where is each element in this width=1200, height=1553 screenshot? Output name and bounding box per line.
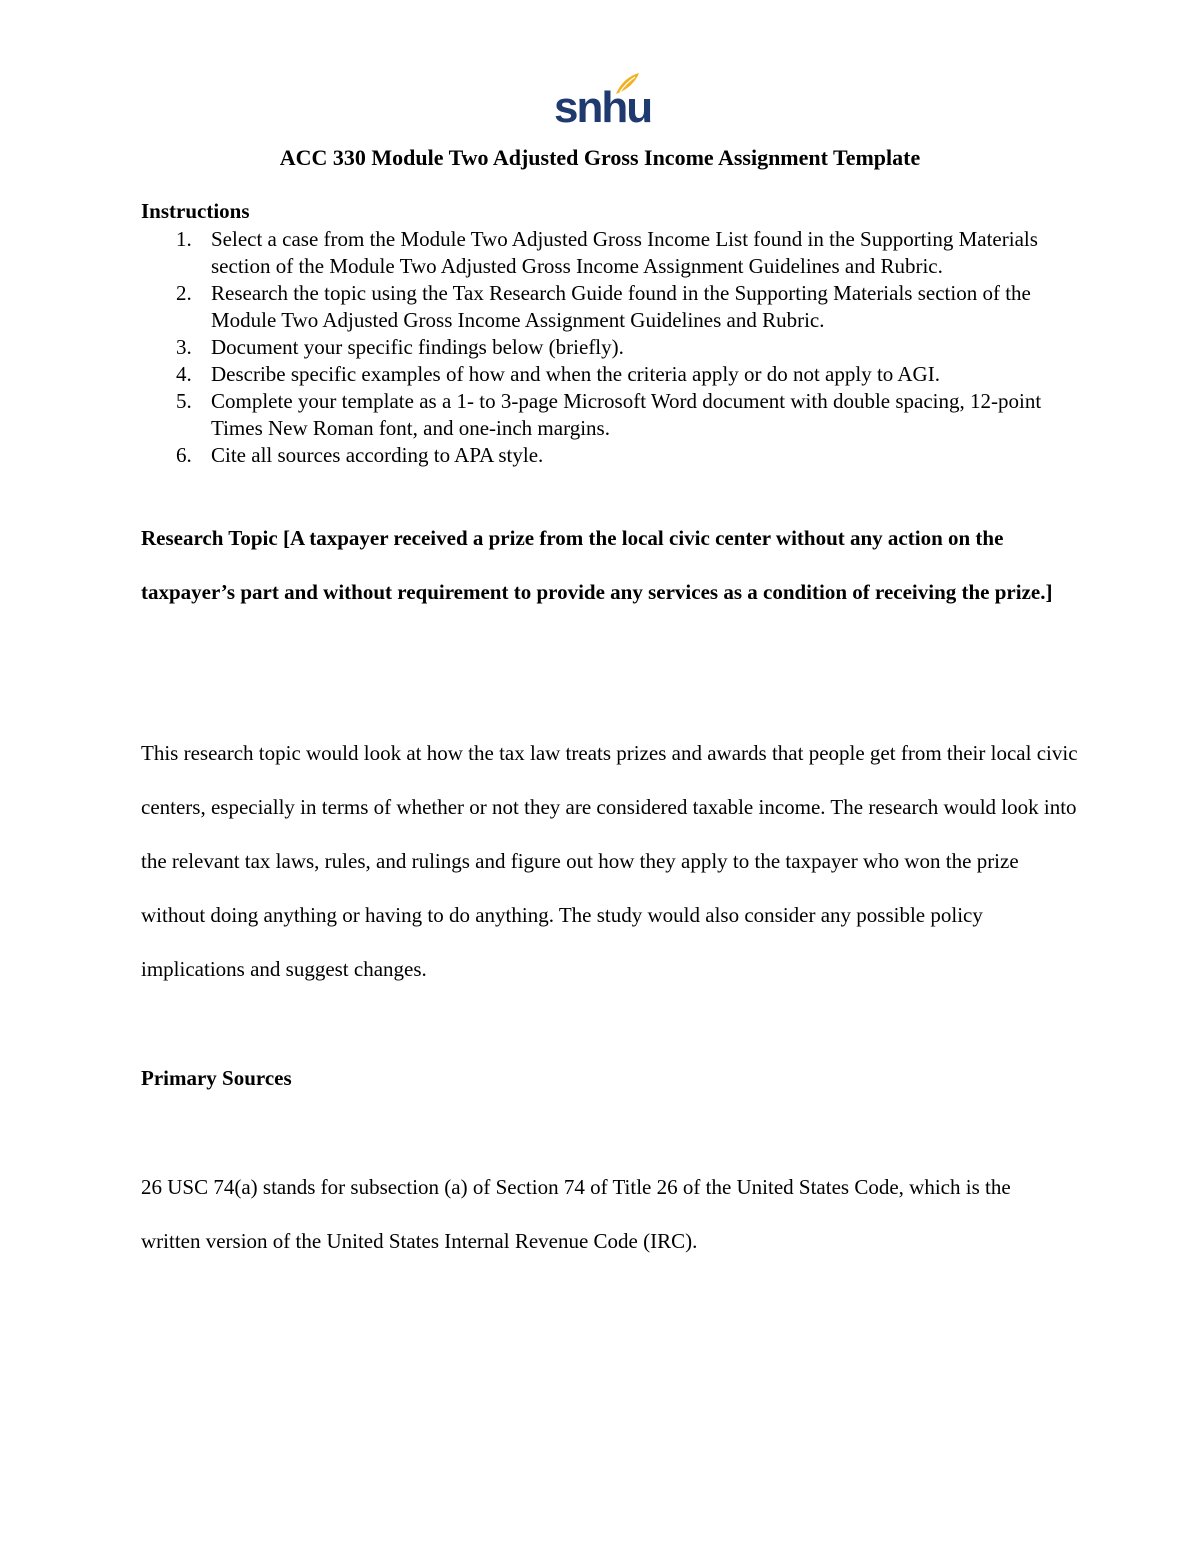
research-topic: Research Topic [A taxpayer received a prize from the local civic center without any action on the taxpayer’s part and without requirement to provide any services as a condition of receiving the prize.] <box>141 526 1053 604</box>
list-item <box>141 226 1071 280</box>
list-item-number: 1. <box>176 227 192 251</box>
list-item-text: Describe specific examples of how and when the criteria apply or do not apply to AGI. <box>211 362 940 386</box>
list-item-text: Select a case from the Module Two Adjusted Gross Income List found in the Supporting Materials section of the Module Two Adjusted Gross Income Assignment Guidelines and Rubric. <box>211 227 1038 278</box>
list-item-text: Cite all sources according to APA style. <box>211 443 544 467</box>
list-item <box>141 280 1071 334</box>
research-body-paragraph: This research topic would look at how the tax law treats prizes and awards that people get from their local civic centers, especially in terms of whether or not they are considered taxable income. The research would look into the relevant tax laws, rules, and rulings and figure out how they apply to the taxpayer who won the prize without doing anything or having to do anything. The study would also consider any possible policy implications and suggest changes. <box>141 741 1078 981</box>
instructions-heading: Instructions <box>141 199 250 223</box>
snhu-logo <box>554 72 652 134</box>
list-item-number: 6. <box>176 443 192 467</box>
list-item <box>141 442 1071 469</box>
list-item-number: 2. <box>176 281 192 305</box>
list-item <box>141 388 1071 442</box>
instructions-list <box>141 226 1071 469</box>
list-item-text: Complete your template as a 1- to 3-page Microsoft Word document with double spacing, 12-point Times New Roman font, and one-inch margins. <box>211 389 1042 440</box>
primary-sources-heading: Primary Sources <box>141 1066 292 1090</box>
list-item-number: 5. <box>176 389 192 413</box>
primary-sources-paragraph: 26 USC 74(a) stands for subsection (a) of Section 74 of Title 26 of the United States Code, which is the written version of the United States Internal Revenue Code (IRC). <box>141 1175 1011 1253</box>
document-title: ACC 330 Module Two Adjusted Gross Income Assignment Template <box>279 145 921 170</box>
list-item-text: Document your specific findings below (briefly). <box>211 335 624 359</box>
list-item-text: Research the topic using the Tax Research Guide found in the Supporting Materials section of the Module Two Adjusted Gross Income Assignment Guidelines and Rubric. <box>211 281 1031 332</box>
list-item-number: 3. <box>176 335 192 359</box>
logo-text: snhu <box>554 83 652 132</box>
list-item <box>141 361 1071 388</box>
list-item <box>141 334 1071 361</box>
list-item-number: 4. <box>176 362 192 386</box>
